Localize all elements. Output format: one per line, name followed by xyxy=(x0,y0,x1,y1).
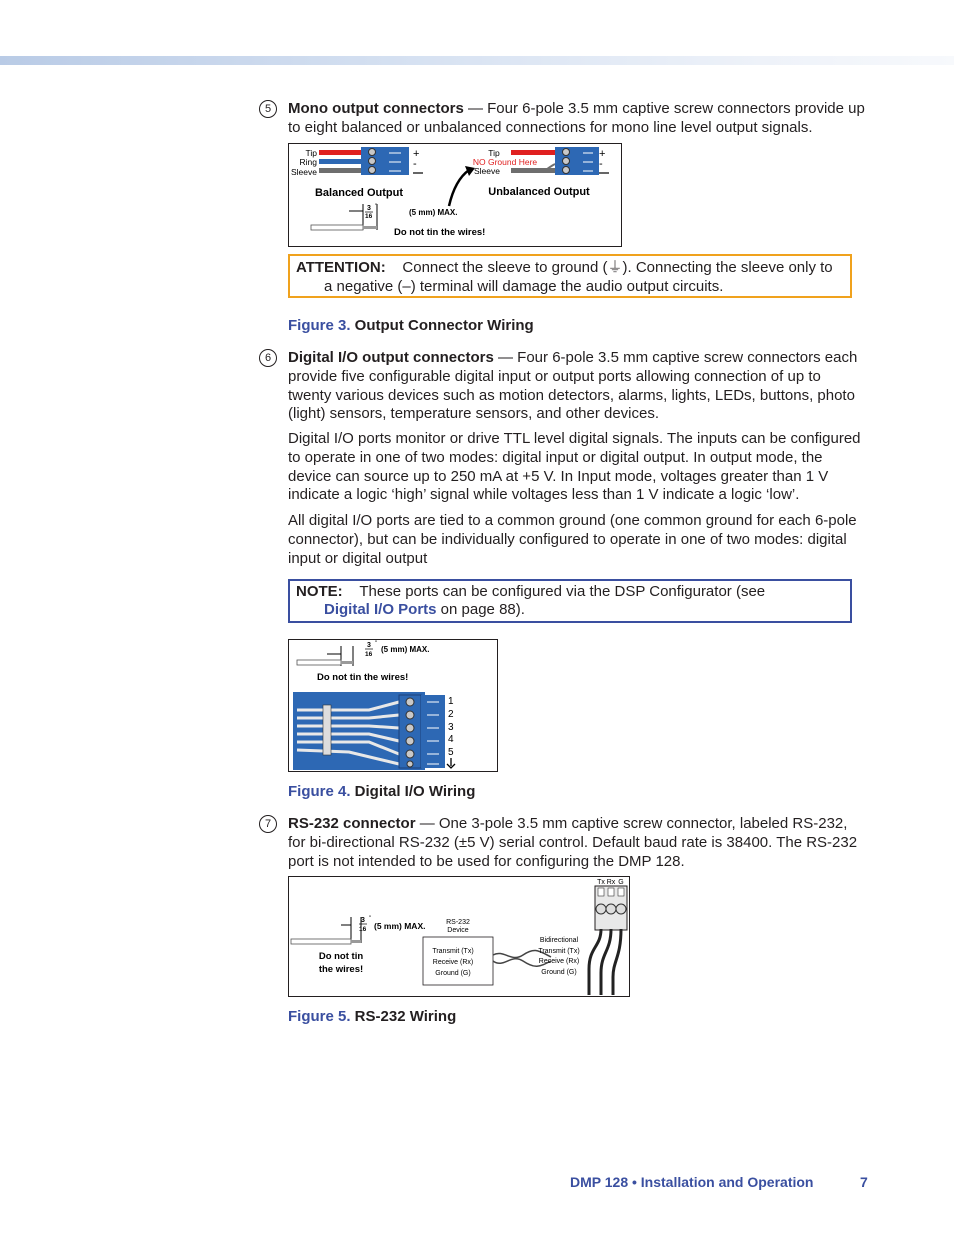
pin-tx-label: Tx xyxy=(597,879,605,886)
figure-3-caption: Figure 3. Output Connector Wiring xyxy=(288,317,534,334)
footer-title: DMP 128 • Installation and Operation xyxy=(570,1174,814,1190)
section-rs232 xyxy=(288,815,868,871)
section-body: — Four 6-pole 3.5 mm captive screw connectors provide up to eight balanced or unbalanced connections for mono line level output signals. xyxy=(288,100,865,136)
callout-number-5: 5 xyxy=(259,100,277,118)
callout-number-6: 6 xyxy=(259,349,277,367)
section-title: Digital I/O output connectors xyxy=(288,349,494,366)
pin-g-label: G xyxy=(618,879,624,886)
label-no-tin-1: Do not tin xyxy=(318,951,364,962)
svg-text:Transmit (Tx): Transmit (Tx) xyxy=(538,948,580,955)
figure-5-caption: Figure 5. RS-232 Wiring xyxy=(288,1008,457,1025)
svg-text:-: - xyxy=(599,158,603,170)
note-label: NOTE: xyxy=(296,583,343,600)
figure-output-connector-wiring xyxy=(288,143,622,247)
rs232-diagram xyxy=(289,877,629,996)
digital-io-paragraph-3: All digital I/O ports are tied to a common ground (one common ground for each 6-pole connector), but can be individually configured to operate in one of two modes: digital input or digital output xyxy=(288,512,857,567)
figure-4-caption: Figure 4. Digital I/O Wiring xyxy=(288,783,476,800)
wire-tip-red xyxy=(319,150,361,155)
frac-den: 16 xyxy=(365,213,373,220)
label-max-strip: (5 mm) MAX. xyxy=(374,921,426,931)
svg-text:Ground (G): Ground (G) xyxy=(541,969,577,976)
label-device: Device xyxy=(447,927,469,934)
label-no-ground: NO Ground Here xyxy=(472,157,538,167)
label-tip: Tip xyxy=(305,148,317,158)
svg-text:Transmit (Tx): Transmit (Tx) xyxy=(432,948,474,955)
attention-label: ATTENTION: xyxy=(296,259,386,276)
note-text-2: on page 88). xyxy=(436,601,525,618)
svg-text:+: + xyxy=(599,148,606,160)
label-bidirectional: Bidirectional xyxy=(539,937,579,944)
header-bar xyxy=(0,56,954,65)
label-unbalanced-output: Unbalanced Output xyxy=(488,186,590,198)
label-no-tin: Do not tin the wires! xyxy=(394,227,486,238)
figure-rs232-wiring xyxy=(288,876,630,997)
digital-io-diagram xyxy=(289,640,497,771)
label-sleeve-unbalanced: Sleeve xyxy=(474,166,500,176)
digital-io-paragraph-2: Digital I/O ports monitor or drive TTL level digital signals. The inputs can be configured to operate in one of two modes: digital input or digital output. In output mode, the device can source up to 250 mA at +5 V. In Input mode, voltages greater than 1 V indicate a logic ‘high’ signal while voltages less than 1 V indicate a logic ‘low’. xyxy=(288,430,861,504)
svg-text:": " xyxy=(375,641,378,647)
pin-label: 1 xyxy=(448,696,454,707)
label-ring: Ring xyxy=(299,157,317,167)
svg-text:+: + xyxy=(413,148,420,160)
pin-label: 2 xyxy=(448,709,454,720)
ground-icon xyxy=(447,758,455,768)
svg-text:3: 3 xyxy=(367,642,371,649)
output-wiring-diagram xyxy=(289,144,621,246)
section-title: Mono output connectors xyxy=(288,100,464,117)
section-body: — One 3-pole 3.5 mm captive screw connector, labeled RS-232, for bi-directional RS-232 (±5 V) serial control. Default baud rate is 38400. The RS-232 port is not intended to be used for configuring the DMP 128. xyxy=(288,815,858,870)
label-no-tin-2: the wires! xyxy=(318,964,364,975)
page-number: 7 xyxy=(860,1174,868,1190)
attention-box xyxy=(288,254,852,298)
label-sleeve: Sleeve xyxy=(291,167,317,177)
note-text-1: These ports can be configured via the DSP Configurator (see xyxy=(359,583,766,600)
pin-label: 5 xyxy=(448,747,454,758)
frac-num: 3 xyxy=(367,205,371,212)
attention-text-2: a negative (–) terminal will damage the audio output circuits. xyxy=(324,278,724,295)
section-mono-output xyxy=(288,100,868,138)
pin-label: 4 xyxy=(448,734,454,745)
label-tip-unbalanced: Tip xyxy=(488,148,500,158)
attention-text-1: Connect the sleeve to ground (⏚). Connecting the sleeve only to xyxy=(402,259,833,276)
pin-label: 3 xyxy=(448,722,454,733)
svg-text:": " xyxy=(375,204,378,210)
svg-text:16: 16 xyxy=(365,651,373,658)
svg-text:Ground (G): Ground (G) xyxy=(435,970,471,977)
svg-text:-: - xyxy=(413,158,417,170)
pin-rx-label: Rx xyxy=(606,879,616,886)
svg-text:3: 3 xyxy=(361,917,365,924)
link-digital-io-ports[interactable]: Digital I/O Ports xyxy=(324,601,437,618)
section-digital-io xyxy=(288,349,868,424)
wire-ring-blue xyxy=(319,159,361,164)
label-rs232: RS-232 xyxy=(446,919,470,926)
note-box xyxy=(288,579,852,623)
label-max-strip: (5 mm) MAX. xyxy=(409,208,458,217)
label-balanced-output: Balanced Output xyxy=(314,187,404,199)
arrow-ground xyxy=(449,170,469,206)
section-body: — Four 6-pole 3.5 mm captive screw connectors each provide five configurable digital input or output ports allowing connection of up to twenty various devices such as motion detectors, alarms, lights, LEDs, buttons, photo (light) sensors, temperature sensors, and other devices. xyxy=(288,349,858,423)
figure-digital-io-wiring xyxy=(288,639,498,772)
callout-number-7: 7 xyxy=(259,815,277,833)
svg-text:16: 16 xyxy=(359,926,367,933)
wire-sleeve-gray xyxy=(319,168,361,173)
svg-text:Receive (Rx): Receive (Rx) xyxy=(432,959,474,966)
svg-text:Receive (Rx): Receive (Rx) xyxy=(538,958,580,965)
label-max-strip: (5 mm) MAX. xyxy=(381,645,430,654)
svg-text:": " xyxy=(369,916,372,922)
section-title: RS-232 connector xyxy=(288,815,416,832)
label-no-tin: Do not tin the wires! xyxy=(317,672,409,683)
